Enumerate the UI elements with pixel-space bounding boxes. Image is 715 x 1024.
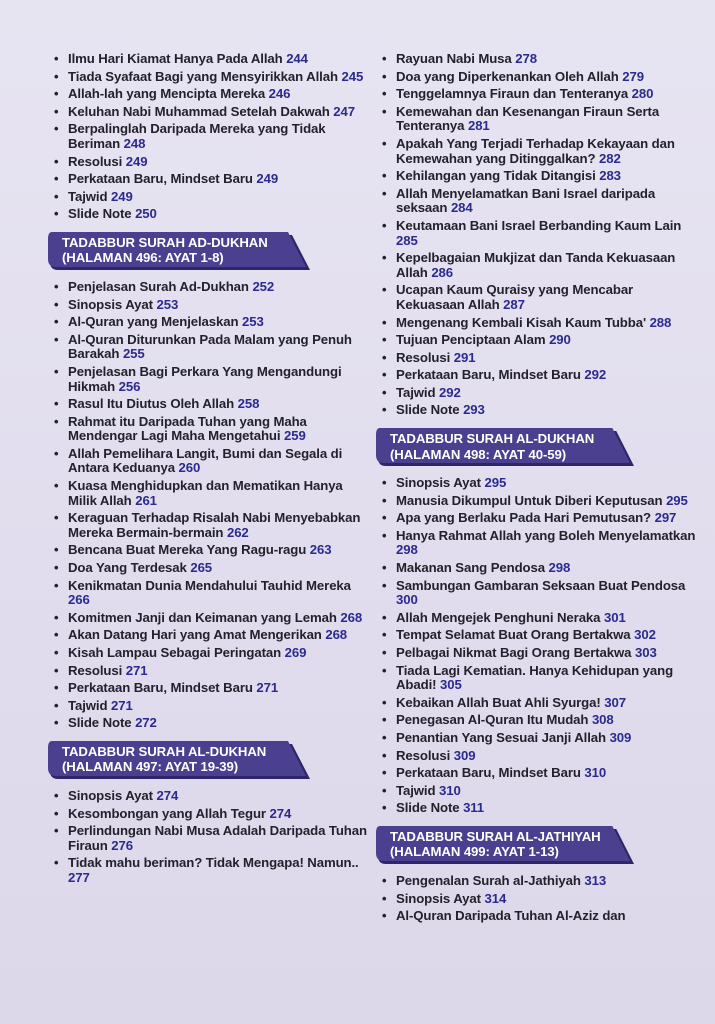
page-number: 263 bbox=[309, 542, 332, 558]
toc-entry bbox=[52, 789, 370, 804]
entry-title: Apa yang Berlaku Pada Hari Pemutusan? bbox=[396, 510, 652, 526]
toc-entry bbox=[52, 280, 370, 295]
page-number: 250 bbox=[135, 206, 157, 222]
entry-title: Penjelasan Bagi Perkara Yang Mengandungi Hikmah bbox=[68, 363, 342, 394]
page-number: 309 bbox=[609, 729, 632, 745]
entry-title: Tiada Syafaat Bagi yang Mensyirikkan Allah bbox=[68, 68, 338, 84]
toc-entry bbox=[380, 105, 700, 134]
toc-entry bbox=[380, 333, 700, 348]
toc-entry bbox=[52, 447, 370, 476]
toc-entry bbox=[380, 511, 700, 526]
bullet-icon: • bbox=[382, 103, 387, 119]
bullet-icon: • bbox=[382, 217, 387, 233]
toc-entry bbox=[52, 365, 370, 394]
toc-entry bbox=[380, 874, 700, 889]
page-number: 256 bbox=[118, 378, 141, 394]
bullet-icon: • bbox=[382, 872, 387, 888]
page-number: 281 bbox=[467, 118, 490, 134]
bullet-icon: • bbox=[54, 680, 59, 696]
toc-entry bbox=[52, 646, 370, 661]
entry-title: Komitmen Janji dan Keimanan yang Lemah bbox=[68, 609, 337, 625]
toc-entry bbox=[52, 611, 370, 626]
entry-title: Doa Yang Terdesak bbox=[68, 560, 187, 576]
entry-title: Kuasa Menghidupkan dan Mematikan Hanya Milik Allah bbox=[68, 478, 343, 508]
banner-subtitle: (HALAMAN 497: AYAT 19-39) bbox=[62, 759, 239, 775]
page-number: 283 bbox=[599, 168, 621, 184]
page-number: 262 bbox=[226, 524, 249, 540]
toc-entry bbox=[380, 187, 700, 216]
banner-subtitle: (HALAMAN 498: AYAT 40-59) bbox=[390, 446, 567, 462]
toc-entry bbox=[380, 169, 700, 184]
entry-title: Allah Pemelihara Langit, Bumi dan Segala di Antara Keduanya bbox=[68, 445, 343, 476]
page-number: 295 bbox=[666, 492, 688, 508]
bullet-icon: • bbox=[382, 68, 387, 84]
banner-text bbox=[390, 431, 594, 462]
page-number: 285 bbox=[396, 232, 418, 248]
page-number: 284 bbox=[450, 200, 473, 216]
toc-entry bbox=[380, 476, 700, 491]
page-number: 259 bbox=[284, 428, 306, 444]
toc-entry bbox=[380, 696, 700, 711]
page-number: 277 bbox=[68, 869, 90, 885]
toc-entry bbox=[380, 494, 700, 509]
entry-title: Tajwid bbox=[68, 697, 108, 713]
bullet-icon: • bbox=[54, 609, 59, 625]
bullet-icon: • bbox=[54, 51, 59, 66]
page-number: 245 bbox=[341, 68, 364, 84]
entry-title: Sambungan Gambaran Seksaan Buat Pendosa bbox=[396, 577, 686, 593]
toc-entry bbox=[380, 251, 700, 280]
toc-entry bbox=[380, 137, 700, 166]
bullet-icon: • bbox=[382, 560, 387, 576]
bullet-icon: • bbox=[54, 787, 59, 803]
section-banner bbox=[48, 232, 310, 270]
page-number: 274 bbox=[269, 805, 292, 821]
entry-title: Al-Quran Daripada Tuhan Al-Aziz dan bbox=[396, 908, 626, 924]
bullet-icon: • bbox=[382, 475, 387, 491]
bullet-icon: • bbox=[382, 645, 387, 660]
page-number: 292 bbox=[439, 384, 461, 400]
section-banner bbox=[376, 428, 634, 466]
page-number: 302 bbox=[634, 627, 656, 643]
toc-entry bbox=[52, 415, 370, 444]
toc-entry bbox=[380, 579, 700, 608]
toc-entry bbox=[52, 681, 370, 696]
toc-entry bbox=[380, 749, 700, 764]
page-number: 298 bbox=[548, 560, 571, 576]
toc-entry bbox=[52, 807, 370, 822]
entry-title: Keraguan Terhadap Risalah Nabi Menyebabkan Mereka Bermain-bermain bbox=[68, 510, 361, 540]
entry-title: Kehilangan yang Tidak Ditangisi bbox=[396, 168, 596, 184]
entry-title: Resolusi bbox=[396, 349, 451, 365]
bullet-icon: • bbox=[382, 185, 387, 201]
bullet-icon: • bbox=[382, 510, 387, 526]
section-banner bbox=[376, 826, 634, 864]
page-number: 271 bbox=[256, 680, 279, 696]
bullet-icon: • bbox=[54, 560, 59, 576]
entry-title: Allah Menyelamatkan Bani Israel daripada seksaan bbox=[396, 185, 656, 216]
entry-title: Rayuan Nabi Musa bbox=[396, 51, 512, 66]
toc-entry bbox=[380, 561, 700, 576]
banner-text bbox=[390, 829, 601, 860]
bullet-icon: • bbox=[54, 296, 59, 312]
page-number: 314 bbox=[484, 890, 507, 906]
toc-entry bbox=[380, 368, 700, 383]
page-number: 253 bbox=[242, 314, 264, 330]
toc-entry bbox=[52, 397, 370, 412]
entry-title: Tajwid bbox=[396, 384, 436, 400]
page-number: 249 bbox=[256, 171, 279, 187]
page-number: 268 bbox=[340, 609, 363, 625]
toc-entry bbox=[52, 628, 370, 643]
page-number: 303 bbox=[635, 645, 657, 660]
bullet-icon: • bbox=[382, 367, 387, 383]
bullet-icon: • bbox=[54, 478, 59, 494]
toc-entry bbox=[52, 155, 370, 170]
bullet-icon: • bbox=[382, 527, 387, 543]
bullet-icon: • bbox=[54, 855, 59, 871]
entry-title: Sinopsis Ayat bbox=[68, 296, 153, 312]
page-number: 300 bbox=[396, 592, 418, 608]
page-number: 288 bbox=[649, 314, 672, 330]
entry-title: Tempat Selamat Buat Orang Bertakwa bbox=[396, 627, 631, 643]
bullet-icon: • bbox=[54, 86, 59, 102]
bullet-icon: • bbox=[54, 153, 59, 169]
page-number: 310 bbox=[439, 782, 461, 798]
entry-title: Perkataan Baru, Mindset Baru bbox=[68, 680, 253, 696]
bullet-icon: • bbox=[382, 627, 387, 643]
entry-title: Keluhan Nabi Muhammad Setelah Dakwah bbox=[68, 103, 330, 119]
page-number: 258 bbox=[237, 396, 260, 412]
bullet-icon: • bbox=[382, 609, 387, 625]
page-number: 255 bbox=[122, 346, 145, 362]
page-number: 307 bbox=[604, 694, 626, 710]
toc-list bbox=[380, 874, 700, 924]
toc-entry bbox=[380, 646, 700, 661]
bullet-icon: • bbox=[54, 645, 59, 660]
entry-title: Allah Mengejek Penghuni Neraka bbox=[396, 609, 601, 625]
toc-entry bbox=[52, 824, 370, 853]
entry-title: Slide Note bbox=[396, 402, 460, 418]
toc-list bbox=[380, 52, 700, 418]
bullet-icon: • bbox=[54, 445, 59, 461]
bullet-icon: • bbox=[382, 51, 387, 66]
banner-title: TADABBUR SURAH AL-DUKHAN bbox=[390, 431, 595, 447]
entry-title: Doa yang Diperkenankan Oleh Allah bbox=[396, 68, 619, 84]
bullet-icon: • bbox=[382, 890, 387, 906]
page-number: 291 bbox=[453, 349, 476, 365]
page-number: 313 bbox=[584, 872, 607, 888]
toc-entry bbox=[52, 479, 370, 508]
toc-entry bbox=[380, 351, 700, 366]
bullet-icon: • bbox=[54, 577, 59, 593]
bullet-icon: • bbox=[382, 384, 387, 400]
toc-entry bbox=[380, 87, 700, 102]
bullet-icon: • bbox=[54, 697, 59, 713]
page-number: 311 bbox=[463, 800, 485, 816]
page-number: 253 bbox=[156, 296, 179, 312]
bullet-icon: • bbox=[382, 86, 387, 102]
entry-title: Kesombongan yang Allah Tegur bbox=[68, 805, 266, 821]
toc-list bbox=[52, 52, 370, 222]
bullet-icon: • bbox=[382, 577, 387, 593]
toc-entry bbox=[52, 699, 370, 714]
entry-title: Hanya Rahmat Allah yang Boleh Menyelamatkan bbox=[396, 527, 696, 543]
toc-entry bbox=[52, 511, 370, 540]
toc-entry bbox=[380, 801, 700, 816]
bullet-icon: • bbox=[382, 908, 387, 924]
bullet-icon: • bbox=[382, 402, 387, 418]
bullet-icon: • bbox=[54, 396, 59, 412]
toc-entry bbox=[52, 87, 370, 102]
toc-entry bbox=[52, 856, 370, 885]
bullet-icon: • bbox=[54, 314, 59, 330]
page-number: 252 bbox=[252, 278, 275, 294]
page-number: 244 bbox=[286, 51, 308, 66]
entry-title: Bencana Buat Mereka Yang Ragu-ragu bbox=[68, 542, 307, 558]
page-number: 280 bbox=[631, 86, 654, 102]
entry-title: Keutamaan Bani Israel Berbanding Kaum Lain bbox=[396, 217, 682, 233]
banner-title: TADABBUR SURAH AD-DUKHAN bbox=[62, 234, 268, 250]
entry-title: Kisah Lampau Sebagai Peringatan bbox=[68, 645, 282, 660]
entry-title: Penegasan Al-Quran Itu Mudah bbox=[396, 712, 589, 728]
bullet-icon: • bbox=[54, 188, 59, 204]
entry-title: Al-Quran yang Menjelaskan bbox=[68, 314, 239, 330]
entry-title: Ucapan Kaum Quraisy yang Mencabar Kekuasaan Allah bbox=[396, 282, 634, 312]
toc-entry bbox=[52, 190, 370, 205]
page-number: 297 bbox=[654, 510, 677, 526]
bullet-icon: • bbox=[54, 662, 59, 678]
entry-title: Sinopsis Ayat bbox=[396, 890, 481, 906]
bullet-icon: • bbox=[382, 765, 387, 781]
page-number: 282 bbox=[599, 150, 621, 166]
bullet-icon: • bbox=[382, 782, 387, 798]
toc-entry bbox=[380, 283, 700, 312]
page-number: 292 bbox=[584, 367, 607, 383]
page-number: 287 bbox=[503, 296, 525, 312]
toc-entry bbox=[52, 105, 370, 120]
bullet-icon: • bbox=[382, 492, 387, 508]
banner-text bbox=[62, 744, 266, 775]
bullet-icon: • bbox=[382, 729, 387, 745]
bullet-icon: • bbox=[54, 103, 59, 119]
entry-title: Sinopsis Ayat bbox=[68, 787, 153, 803]
bullet-icon: • bbox=[54, 823, 59, 839]
entry-title: Tidak mahu beriman? Tidak Mengapa! Namun.. bbox=[68, 855, 359, 871]
bullet-icon: • bbox=[382, 135, 387, 151]
page-number: 265 bbox=[190, 560, 213, 576]
entry-title: Manusia Dikumpul Untuk Diberi Keputusan bbox=[396, 492, 663, 508]
page-number: 266 bbox=[68, 592, 90, 608]
banner-subtitle: (HALAMAN 496: AYAT 1-8) bbox=[62, 250, 224, 266]
entry-title: Rasul Itu Diutus Oleh Allah bbox=[68, 396, 235, 412]
entry-title: Pengenalan Surah al-Jathiyah bbox=[396, 872, 581, 888]
entry-title: Tajwid bbox=[396, 782, 436, 798]
entry-title: Berpalinglah Daripada Mereka yang Tidak Beriman bbox=[68, 121, 326, 151]
entry-title: Penjelasan Surah Ad-Dukhan bbox=[68, 278, 249, 294]
bullet-icon: • bbox=[382, 747, 387, 763]
page-number: 309 bbox=[453, 747, 476, 763]
bullet-icon: • bbox=[382, 314, 387, 330]
toc-entry bbox=[52, 333, 370, 362]
toc-entry bbox=[380, 784, 700, 799]
right-column bbox=[380, 52, 700, 927]
toc-entry bbox=[52, 70, 370, 85]
page-number: 295 bbox=[484, 475, 507, 491]
section-banner bbox=[48, 741, 310, 779]
entry-title: Tajwid bbox=[68, 188, 108, 204]
toc-entry bbox=[380, 403, 700, 418]
entry-title: Sinopsis Ayat bbox=[396, 475, 481, 491]
entry-title: Perkataan Baru, Mindset Baru bbox=[68, 171, 253, 187]
entry-title: Akan Datang Hari yang Amat Mengerikan bbox=[68, 627, 322, 643]
toc-list bbox=[52, 789, 370, 886]
toc-entry bbox=[380, 909, 700, 924]
entry-title: Mengenang Kembali Kisah Kaum Tubba' bbox=[396, 314, 646, 330]
page-number: 248 bbox=[123, 135, 146, 151]
bullet-icon: • bbox=[382, 800, 387, 816]
banner-text bbox=[62, 235, 268, 266]
page-number: 261 bbox=[135, 492, 157, 508]
bullet-icon: • bbox=[54, 206, 59, 222]
entry-title: Tenggelamnya Firaun dan Tenteranya bbox=[396, 86, 629, 102]
toc-entry bbox=[380, 52, 700, 67]
bullet-icon: • bbox=[54, 121, 59, 137]
bullet-icon: • bbox=[54, 331, 59, 347]
toc-entry bbox=[52, 298, 370, 313]
entry-title: Pelbagai Nikmat Bagi Orang Bertakwa bbox=[396, 645, 632, 660]
entry-title: Slide Note bbox=[396, 800, 460, 816]
page-number: 290 bbox=[549, 332, 571, 348]
page-number: 298 bbox=[396, 542, 418, 558]
toc-entry bbox=[380, 529, 700, 558]
bullet-icon: • bbox=[54, 715, 59, 731]
entry-title: Tiada Lagi Kematian. Hanya Kehidupan yang Abadi! bbox=[396, 662, 674, 693]
toc-entry bbox=[380, 664, 700, 693]
toc-entry bbox=[52, 561, 370, 576]
bullet-icon: • bbox=[54, 413, 59, 429]
bullet-icon: • bbox=[382, 662, 387, 678]
page-number: 271 bbox=[111, 697, 133, 713]
page-number: 279 bbox=[622, 68, 644, 84]
entry-title: Kebaikan Allah Buat Ahli Syurga! bbox=[396, 694, 601, 710]
entry-title: Perkataan Baru, Mindset Baru bbox=[396, 765, 581, 781]
entry-title: Allah-lah yang Mencipta Mereka bbox=[68, 86, 266, 102]
page-number: 268 bbox=[325, 627, 348, 643]
page-number: 249 bbox=[125, 153, 148, 169]
toc-entry bbox=[52, 716, 370, 731]
entry-title: Slide Note bbox=[68, 206, 132, 222]
left-column bbox=[52, 52, 370, 889]
entry-title: Tujuan Penciptaan Alam bbox=[396, 332, 546, 348]
toc-entry bbox=[380, 713, 700, 728]
toc-entry bbox=[380, 70, 700, 85]
bullet-icon: • bbox=[54, 627, 59, 643]
banner-title: TADABBUR SURAH AL-JATHIYAH bbox=[390, 828, 601, 844]
page-number: 260 bbox=[178, 460, 201, 476]
toc-list bbox=[380, 476, 700, 816]
entry-title: Kepelbagaian Mukjizat dan Tanda Kekuasaan Allah bbox=[396, 250, 676, 280]
toc-entry bbox=[380, 316, 700, 331]
toc-entry bbox=[52, 52, 370, 67]
toc-entry bbox=[52, 543, 370, 558]
bullet-icon: • bbox=[382, 712, 387, 728]
entry-title: Perlindungan Nabi Musa Adalah Daripada Tuhan Firaun bbox=[68, 823, 367, 853]
entry-title: Resolusi bbox=[396, 747, 451, 763]
entry-title: Resolusi bbox=[68, 662, 123, 678]
toc-entry bbox=[380, 219, 700, 248]
bullet-icon: • bbox=[54, 171, 59, 187]
toc-entry bbox=[52, 579, 370, 608]
bullet-icon: • bbox=[54, 68, 59, 84]
page-number: 308 bbox=[591, 712, 614, 728]
page-number: 278 bbox=[515, 51, 537, 66]
bullet-icon: • bbox=[382, 282, 387, 298]
bullet-icon: • bbox=[382, 332, 387, 348]
entry-title: Kenikmatan Dunia Mendahului Tauhid Mereka bbox=[68, 577, 351, 593]
page-number: 246 bbox=[268, 86, 291, 102]
toc-entry bbox=[52, 122, 370, 151]
page-number: 276 bbox=[111, 837, 133, 853]
page-number: 247 bbox=[333, 103, 355, 119]
page-number: 301 bbox=[603, 609, 626, 625]
toc-entry bbox=[52, 207, 370, 222]
entry-title: Penantian Yang Sesuai Janji Allah bbox=[396, 729, 606, 745]
banner-title: TADABBUR SURAH AL-DUKHAN bbox=[62, 743, 267, 759]
entry-title: Kemewahan dan Kesenangan Firaun Serta Tenteranya bbox=[396, 103, 660, 134]
bullet-icon: • bbox=[54, 542, 59, 558]
toc-entry bbox=[52, 315, 370, 330]
bullet-icon: • bbox=[382, 168, 387, 184]
toc-entry bbox=[380, 892, 700, 907]
page-number: 286 bbox=[431, 264, 454, 280]
page-number: 310 bbox=[584, 765, 607, 781]
page-number: 249 bbox=[111, 188, 133, 204]
page-number: 274 bbox=[156, 787, 179, 803]
bullet-icon: • bbox=[54, 278, 59, 294]
toc-entry bbox=[380, 628, 700, 643]
page-number: 272 bbox=[135, 715, 157, 731]
toc-entry bbox=[380, 731, 700, 746]
entry-title: Ilmu Hari Kiamat Hanya Pada Allah bbox=[68, 51, 283, 66]
entry-title: Makanan Sang Pendosa bbox=[396, 560, 545, 576]
bullet-icon: • bbox=[382, 250, 387, 266]
toc-entry bbox=[52, 664, 370, 679]
toc-entry bbox=[380, 766, 700, 781]
bullet-icon: • bbox=[54, 805, 59, 821]
bullet-icon: • bbox=[382, 694, 387, 710]
toc-list bbox=[52, 280, 370, 731]
toc-entry bbox=[380, 386, 700, 401]
toc-entry bbox=[52, 172, 370, 187]
bullet-icon: • bbox=[382, 349, 387, 365]
page-number: 293 bbox=[463, 402, 485, 418]
page-number: 271 bbox=[125, 662, 148, 678]
entry-title: Slide Note bbox=[68, 715, 132, 731]
entry-title: Apakah Yang Terjadi Terhadap Kekayaan dan Kemewahan yang Ditinggalkan? bbox=[396, 135, 675, 166]
entry-title: Resolusi bbox=[68, 153, 123, 169]
entry-title: Perkataan Baru, Mindset Baru bbox=[396, 367, 581, 383]
banner-subtitle: (HALAMAN 499: AYAT 1-13) bbox=[390, 844, 559, 860]
bullet-icon: • bbox=[54, 363, 59, 379]
page-number: 269 bbox=[284, 645, 307, 660]
page-number: 305 bbox=[440, 677, 462, 693]
bullet-icon: • bbox=[54, 510, 59, 526]
entry-title: Rahmat itu Daripada Tuhan yang Maha Mendengar Lagi Maha Mengetahui bbox=[68, 413, 307, 444]
entry-title: Al-Quran Diturunkan Pada Malam yang Penuh Barakah bbox=[68, 331, 352, 362]
toc-entry bbox=[380, 611, 700, 626]
